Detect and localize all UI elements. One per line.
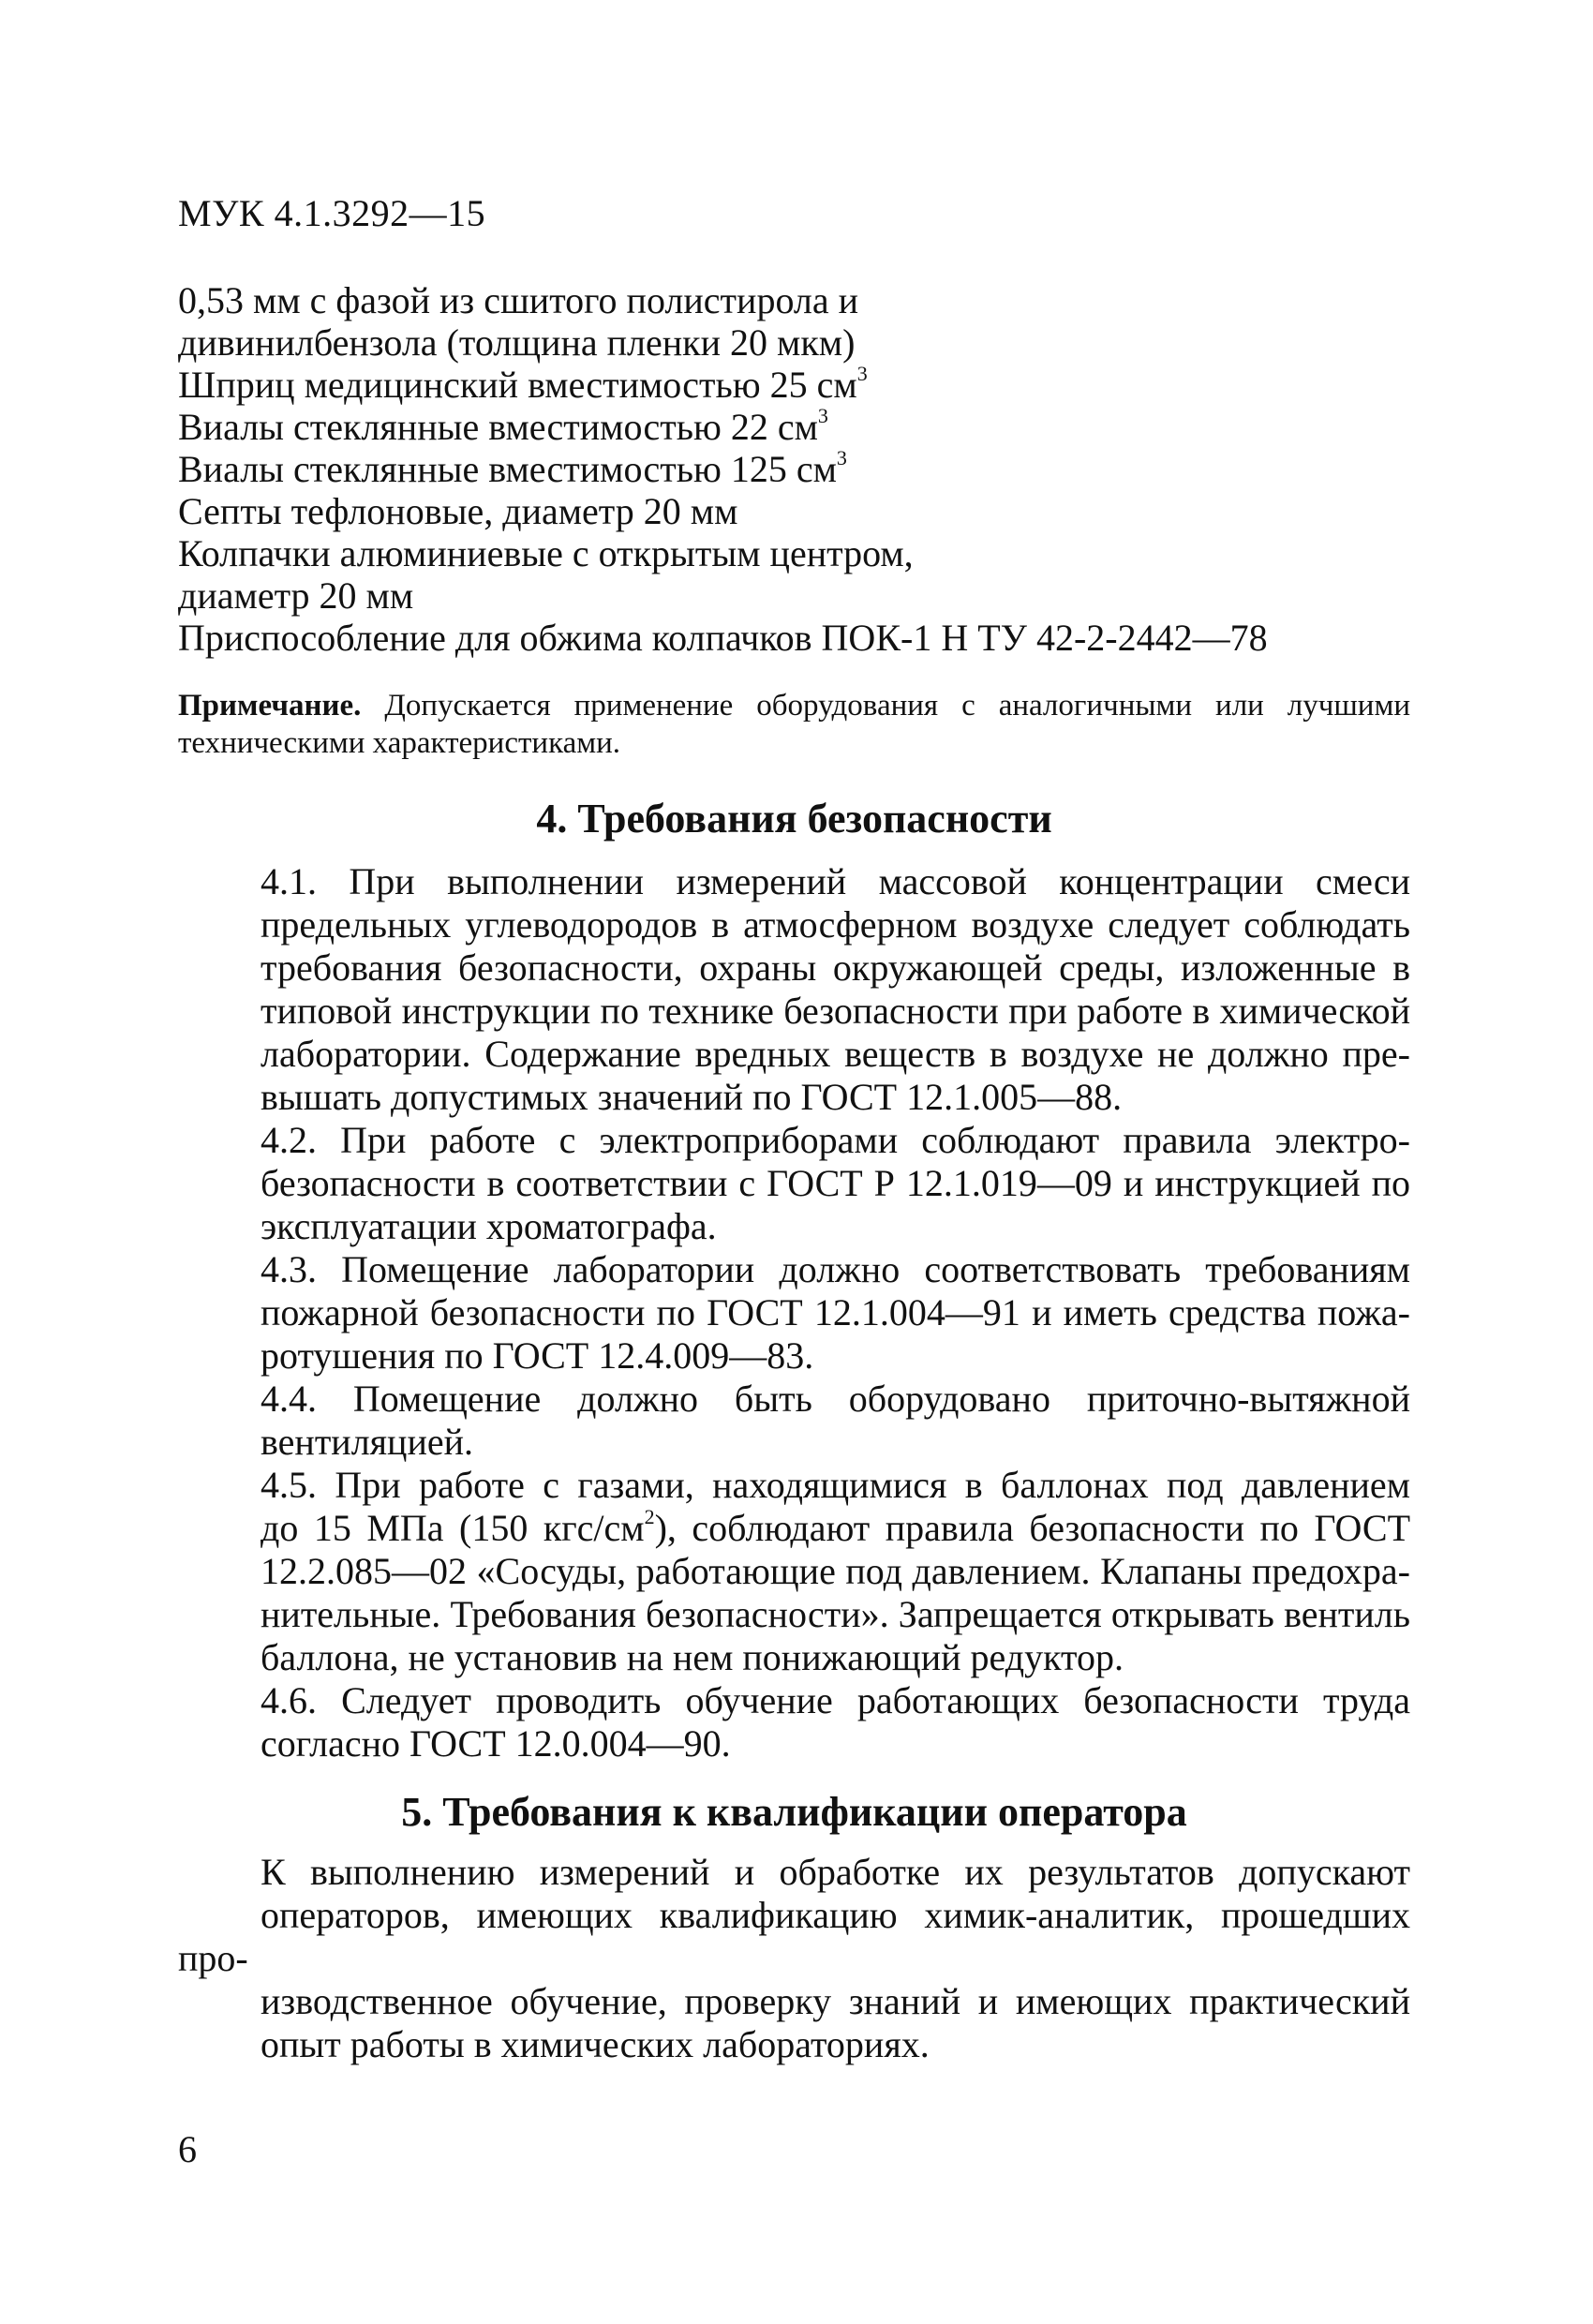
section-5-heading: 5. Требования к квалификации оператора [401,1789,1187,1835]
equipment-line: 0,53 мм с фазой из сшитого полистирола и [178,279,859,321]
paragraph-4-6: 4.6. Следует проводить обучение работающих безопасности труда согласно ГОСТ 12.0.004—90. [261,1679,1410,1765]
equipment-line: Шприц медицинский вместимостью 25 $см^3$ [178,362,868,406]
equipment-line: Приспособление для обжима колпачков ПОК-1 Н ТУ 42-2-2442—78 [178,617,1268,659]
equipment-line: диаметр 20 мм [178,574,414,617]
note-text: Допускается применение оборудования с аналогичными или лучшими техническими характеристиками. [178,689,1410,760]
section-4-heading: 4. Требования безопасности [536,796,1052,842]
equipment-line: дивинилбензола (толщина пленки 20 мкм) [178,321,856,364]
section-5-body [178,1851,1410,2066]
paragraph-4-5: 4.5. При работе с газами, находящимися в баллонах под давлением до 15 МПа (150 кгс/$см^2$), соблюдают правила безопасности по ГОСТ 12.2.085—02 «Сосуды, работающие под давлением. Клапаны предохра- нительные. Требования безопасности». Запрещается открывать вентиль баллона, не установив на нем понижающий редуктор. [261,1464,1411,1678]
paragraph-4-4: 4.4. Помещение должно быть оборудовано приточно-вытяжной вентиляцией. [261,1378,1410,1463]
equipment-line: Виалы стеклянные вместимостью 125 $см^3$ [178,446,847,490]
equipment-note [178,687,1410,762]
note-label: Примечание. [178,689,362,723]
equipment-line: Колпачки алюминиевые с открытым центром, [178,532,914,574]
section-4-body [178,860,1410,1765]
paragraph-5-1: К выполнению измерений и обработке их результатов допускают операторов, имеющих квалификацию химик-аналитик, прошедших про- изводственное обучение, проверку знаний и имеющих практический опыт работы в химических лабораториях. [178,1851,1410,2065]
paragraph-4-2: 4.2. При работе с электроприборами соблюдают правила электро- безопасности в соответствии с ГОСТ Р 12.1.019—09 и инструкцией по эксплуатации хроматографа. [261,1119,1410,1247]
equipment-line: Виалы стеклянные вместимостью 22 $см^3$ [178,404,828,448]
paragraph-4-1: 4.1. При выполнении измерений массовой концентрации смеси предельных углеводородов в атмосферном воздухе следует соблюдать требования безопасности, охраны окружающей среды, изложенные в типовой инструкции по технике безопасности при работе в химической лаборатории. Содержание вредных веществ в воздухе не должно пре- вышать допустимых значений по ГОСТ 12.1.005—88. [261,860,1410,1118]
paragraph-4-3: 4.3. Помещение лаборатории должно соответствовать требованиям пожарной безопасности по ГОСТ 12.1.004—91 и иметь средства пожа- ротушения по ГОСТ 12.4.009—83. [261,1248,1410,1377]
document-code: МУК 4.1.3292—15 [178,192,486,234]
page-number: 6 [178,2128,197,2170]
equipment-list [178,279,1434,659]
equipment-line: Септы тефлоновые, диаметр 20 мм [178,490,738,532]
